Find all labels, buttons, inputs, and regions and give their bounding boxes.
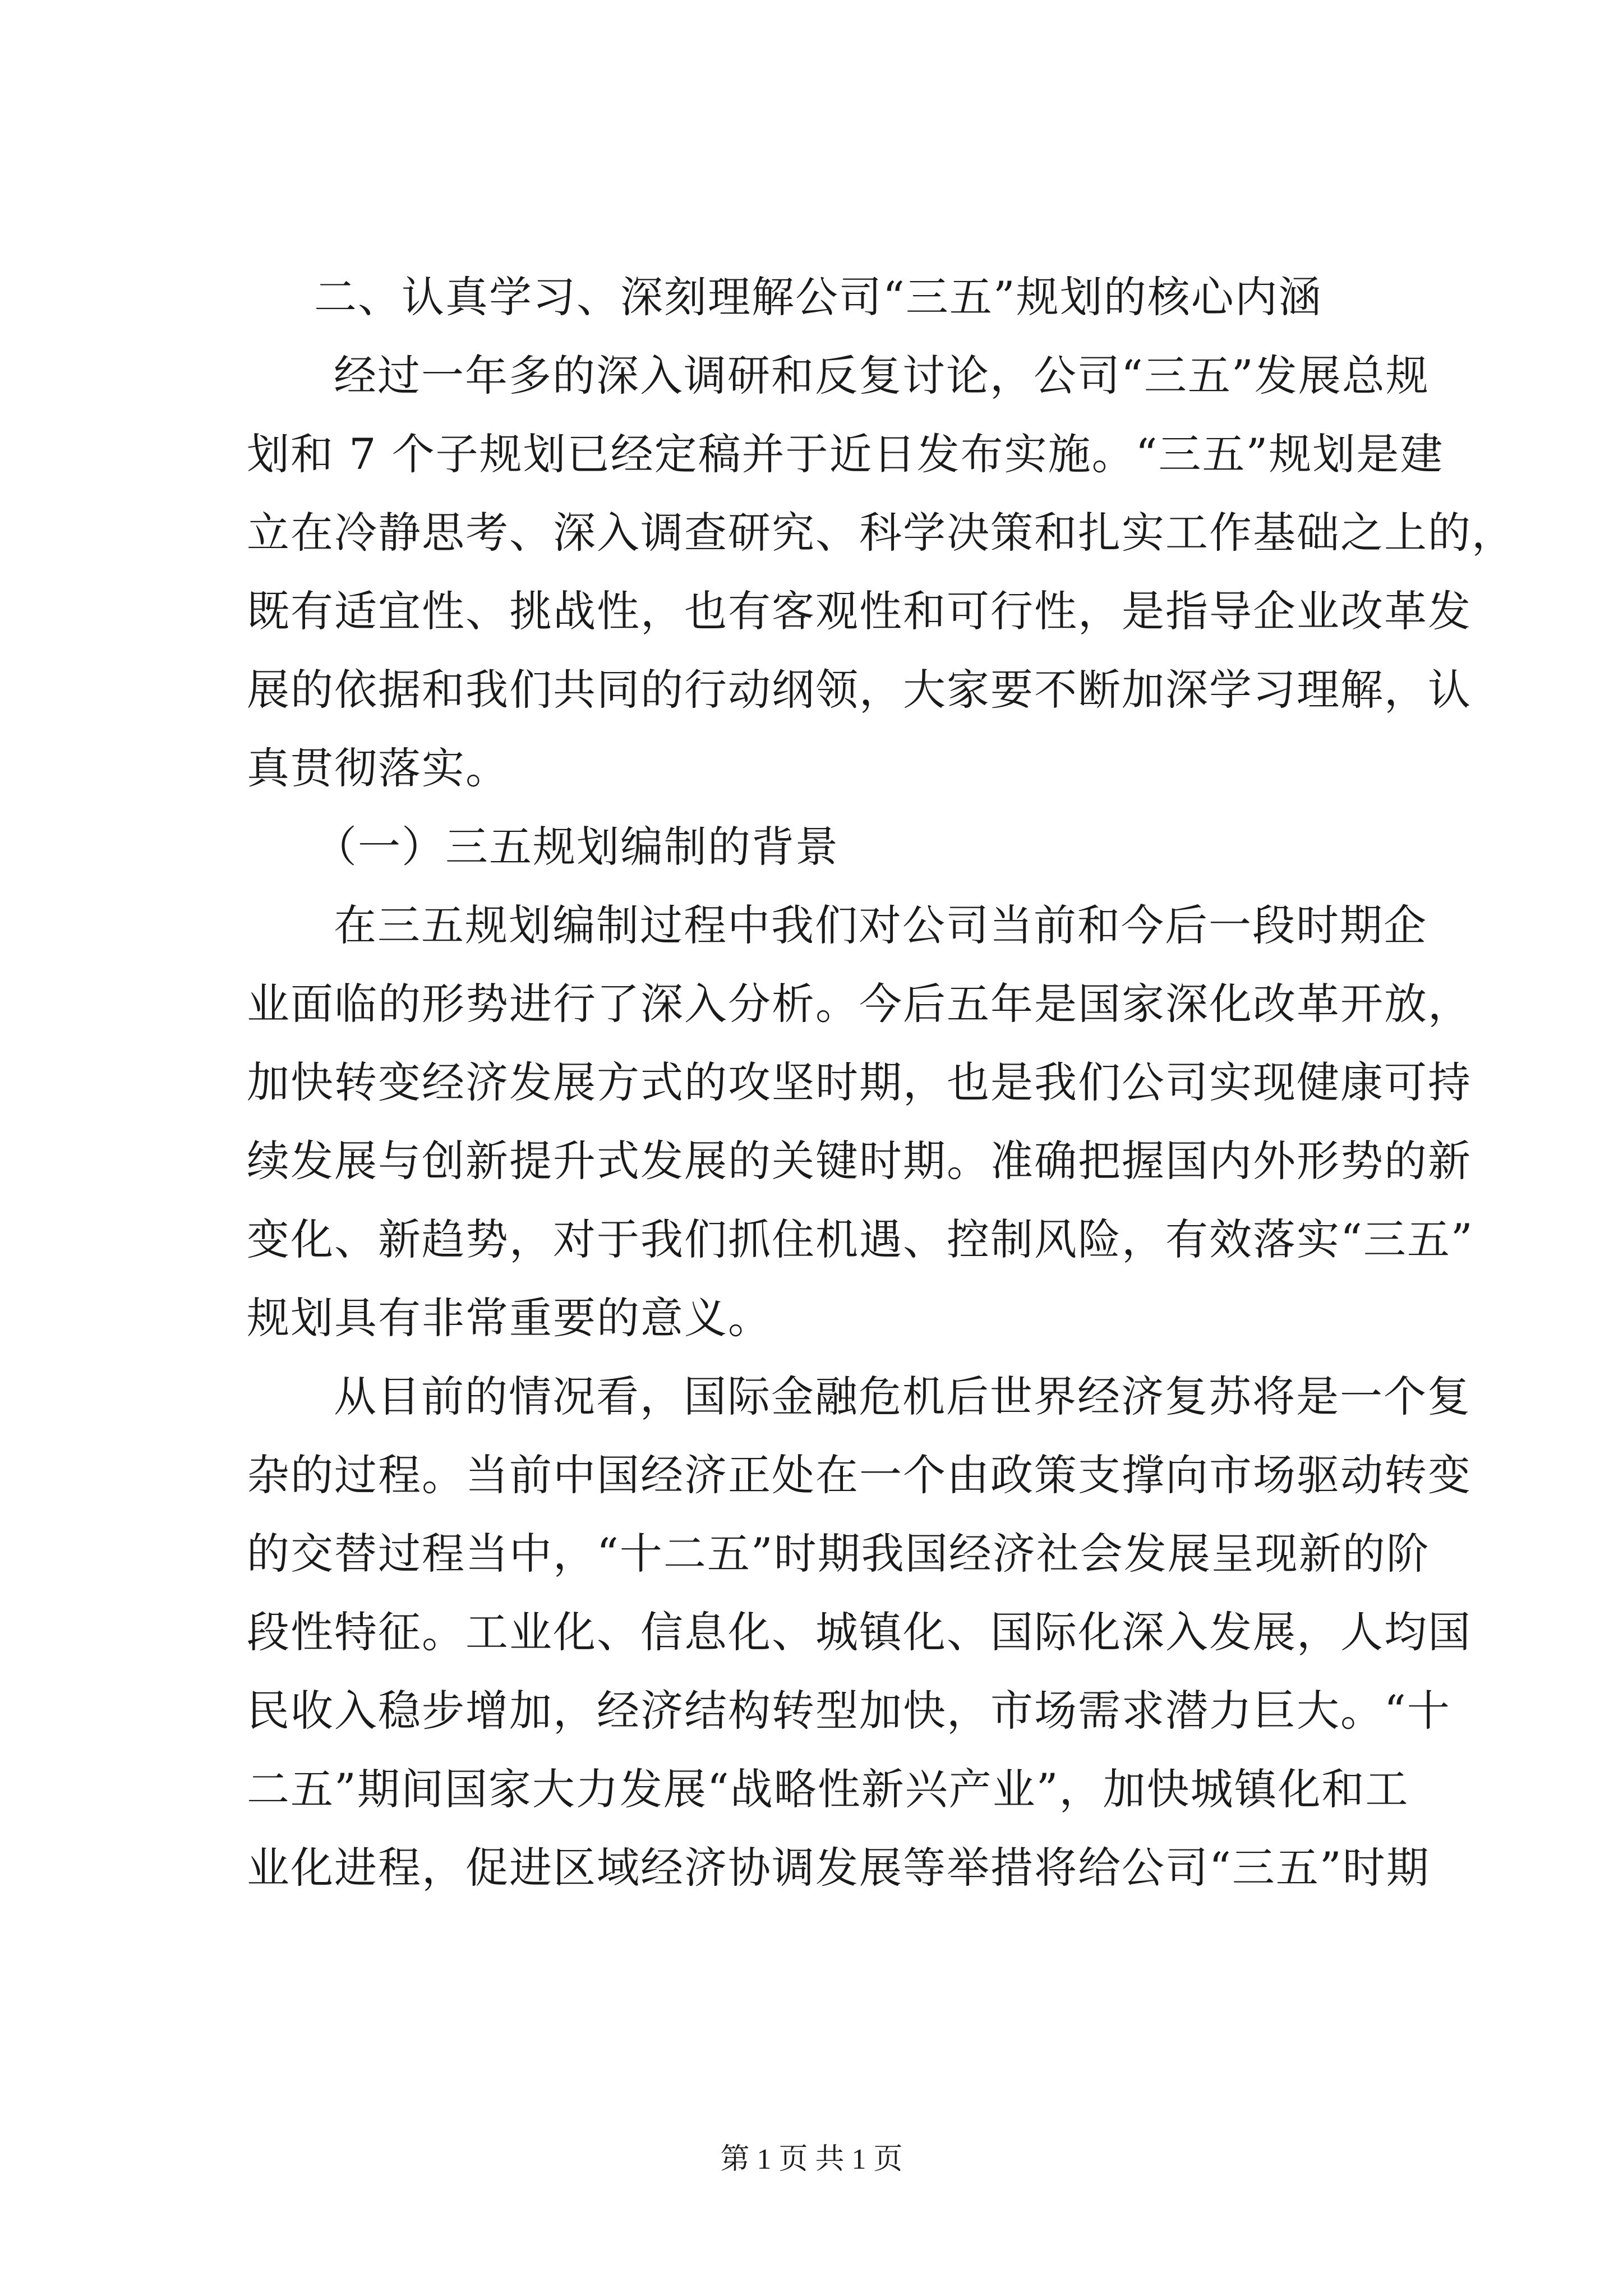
- paragraph-line: 展的依据和我们共同的行动纲领，大家要不断加深学习理解，认: [247, 665, 1472, 715]
- paragraph-line: 段性特征。工业化、信息化、城镇化、国际化深入发展，人均国: [247, 1607, 1472, 1657]
- paragraph-line: 在三五规划编制过程中我们对公司当前和今后一段时期企: [334, 900, 1427, 950]
- paragraph-line: 续发展与创新提升式发展的关键时期。准确把握国内外形势的新: [247, 1136, 1472, 1186]
- paragraph-line: 民收入稳步增加，经济结构转型加快，市场需求潜力巨大。“十: [247, 1686, 1451, 1736]
- paragraph-line: 二五”期间国家大力发展“战略性新兴产业”，加快城镇化和工: [247, 1764, 1409, 1814]
- paragraph-line: 规划具有非常重要的意义。: [247, 1293, 772, 1343]
- paragraph-line: 业化进程，促进区域经济协调发展等举措将给公司“三五”时期: [247, 1843, 1430, 1893]
- section-heading: 二、认真学习、深刻理解公司“三五”规划的核心内涵: [314, 272, 1322, 322]
- paragraph-line: 的交替过程当中，“十二五”时期我国经济社会发展呈现新的阶: [247, 1529, 1430, 1579]
- document-body: [247, 258, 1515, 1907]
- paragraph-line: 业面临的形势进行了深入分析。今后五年是国家深化改革开放，: [247, 979, 1472, 1029]
- paragraph-line: 杂的过程。当前中国经济正处在一个由政策支撑向市场驱动转变: [247, 1450, 1472, 1500]
- paragraph-line: 既有适宜性、挑战性，也有客观性和可行性，是指导企业改革发: [247, 586, 1472, 636]
- paragraph-line: 加快转变经济发展方式的攻坚时期，也是我们公司实现健康可持: [247, 1057, 1472, 1107]
- subsection-heading: （一）三五规划编制的背景: [314, 822, 839, 872]
- paragraph-line: 划和 7 个子规划已经定稿并于近日发布实施。“三五”规划是建: [247, 429, 1444, 479]
- paragraph-line: 变化、新趋势，对于我们抓住机遇、控制风险，有效落实“三五”: [247, 1214, 1474, 1264]
- paragraph-line: 真贯彻落实。: [247, 743, 509, 793]
- page-footer: 第 1 页 共 1 页: [720, 2143, 903, 2175]
- paragraph-line: 立在冷静思考、深入调查研究、科学决策和扎实工作基础之上的，: [247, 508, 1515, 558]
- paragraph-line: 从目前的情况看，国际金融危机后世界经济复苏将是一个复: [334, 1372, 1471, 1421]
- paragraph-line: 经过一年多的深入调研和反复讨论，公司“三五”发展总规: [334, 351, 1430, 401]
